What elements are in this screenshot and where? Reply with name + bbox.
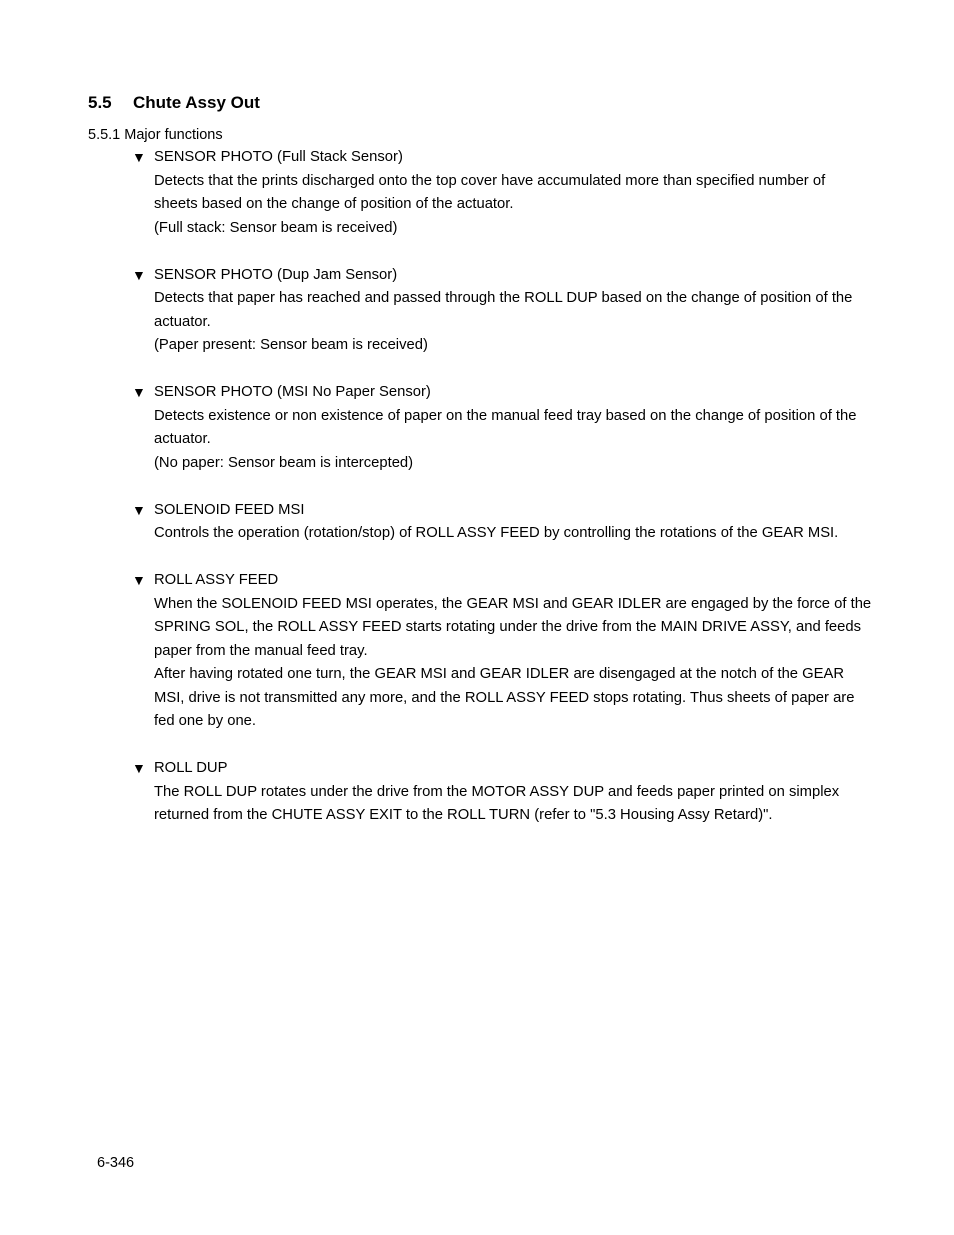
item-description: The ROLL DUP rotates under the drive from the MOTOR ASSY DUP and feeds paper printed on simplex returned from the CHUTE ASSY EXIT to the ROLL TURN (refer to "5.3 Housing Assy Retard)". bbox=[154, 783, 840, 823]
item-heading: SENSOR PHOTO (Dup Jam Sensor) bbox=[154, 266, 398, 283]
item-note: (Paper present: Sensor beam is received) bbox=[154, 337, 428, 353]
triangle-bullet-icon: ▼ bbox=[132, 572, 146, 588]
item-note: (No paper: Sensor beam is intercepted) bbox=[154, 454, 414, 471]
triangle-bullet-icon: ▼ bbox=[132, 266, 146, 283]
item-description: Detects existence or non existence of paper on the manual feed tray based on the change of position of the actuator. bbox=[154, 407, 857, 447]
item-description: Detects that paper has reached and passed through the ROLL DUP based on the change of position of the actuator. bbox=[154, 290, 853, 330]
item-heading: SENSOR PHOTO (Full Stack Sensor) bbox=[154, 149, 403, 165]
item-description: When the SOLENOID FEED MSI operates, the GEAR MSI and GEAR IDLER are engaged by the force of the SPRING SOL, the ROLL ASSY FEED starts rotating under the drive from the MAIN DRIVE ASSY, and feeds paper from the manual feed tray. bbox=[154, 595, 872, 659]
triangle-bullet-icon: ▼ bbox=[132, 384, 146, 400]
item-heading: ROLL DUP bbox=[154, 760, 228, 776]
function-item bbox=[132, 499, 872, 546]
function-item bbox=[132, 569, 872, 734]
item-description: Controls the operation (rotation/stop) of ROLL ASSY FEED by controlling the rotations of the GEAR MSI. bbox=[154, 525, 839, 541]
function-list bbox=[132, 146, 872, 851]
function-item bbox=[132, 381, 872, 475]
item-description: Detects that the prints discharged onto the top cover have accumulated more than specified number of sheets based on the change of position of the actuator. bbox=[154, 172, 826, 212]
item-description: After having rotated one turn, the GEAR MSI and GEAR IDLER are disengaged at the notch of the GEAR MSI, drive is not transmitted any more, and the ROLL ASSY FEED stops rotating. Thus sheets of paper are fed one by one. bbox=[154, 666, 855, 729]
section-number: 5.5 bbox=[88, 93, 112, 112]
item-note: (Full stack: Sensor beam is received) bbox=[154, 219, 398, 236]
section-title-text: Chute Assy Out bbox=[133, 93, 260, 112]
triangle-bullet-icon: ▼ bbox=[132, 501, 146, 518]
item-heading: SOLENOID FEED MSI bbox=[154, 501, 305, 518]
function-item bbox=[132, 757, 872, 828]
item-heading: SENSOR PHOTO (MSI No Paper Sensor) bbox=[154, 384, 431, 400]
function-item bbox=[132, 146, 872, 240]
triangle-bullet-icon: ▼ bbox=[132, 149, 146, 165]
item-heading: ROLL ASSY FEED bbox=[154, 572, 279, 588]
function-item bbox=[132, 264, 872, 358]
subsection-title: 5.5.1 Major functions bbox=[88, 127, 223, 143]
page-number: 6-346 bbox=[97, 1155, 135, 1171]
triangle-bullet-icon: ▼ bbox=[132, 760, 146, 776]
section-title bbox=[88, 92, 260, 113]
